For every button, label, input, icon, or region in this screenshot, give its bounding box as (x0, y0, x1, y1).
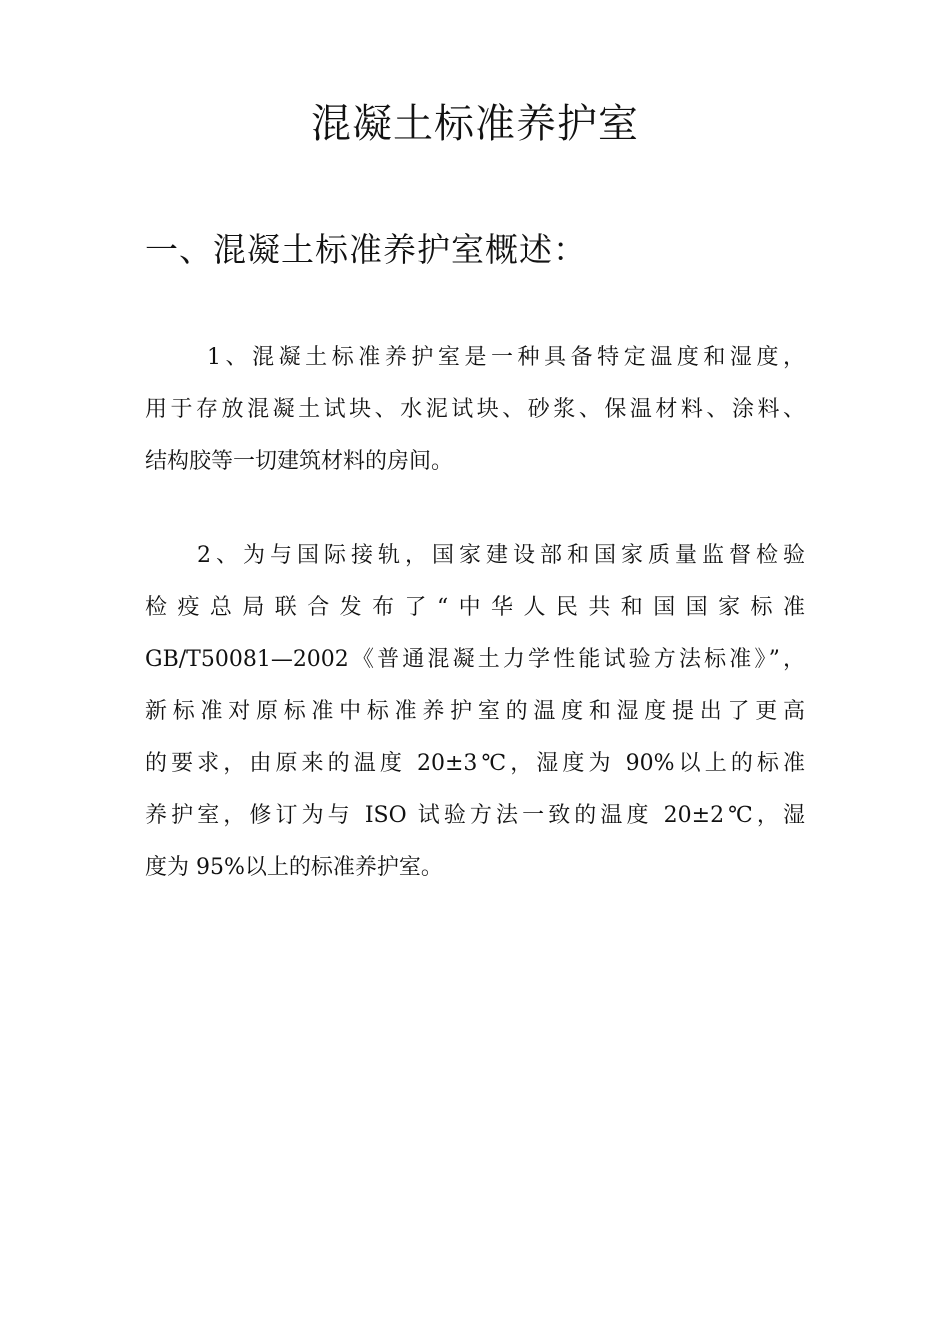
paragraph-2 (145, 530, 805, 894)
paragraph-line: 2、为与国际接轨，国家建设部和国家质量监督检验 (197, 543, 805, 568)
section-heading-overview: 一、混凝土标准养护室概述： (145, 230, 587, 269)
paragraph-line: 新标准对原标准中标准养护室的温度和湿度提出了更高 (145, 699, 805, 724)
paragraph-line: 度为 95%以上的标准养护室。 (145, 855, 443, 880)
paragraph-line: 1、混凝土标准养护室是一种具备特定温度和湿度， (207, 345, 805, 370)
paragraph-line: 养护室，修订为与 ISO 试验方法一致的温度 20±2℃，湿 (145, 803, 805, 828)
paragraph-line: 用于存放混凝土试块、水泥试块、砂浆、保温材料、涂料、 (145, 397, 805, 422)
paragraph-line: 结构胶等一切建筑材料的房间。 (145, 449, 454, 474)
paragraph-1 (145, 332, 805, 488)
paragraph-line: GB/T50081—2002《普通混凝土力学性能试验方法标准》”， (145, 647, 805, 672)
document-title: 混凝土标准养护室 (311, 101, 639, 147)
paragraph-line: 的要求，由原来的温度 20±3℃，湿度为 90%以上的标准 (145, 751, 805, 776)
paragraph-line: 检疫总局联合发布了“中华人民共和国国家标准 (145, 595, 805, 620)
